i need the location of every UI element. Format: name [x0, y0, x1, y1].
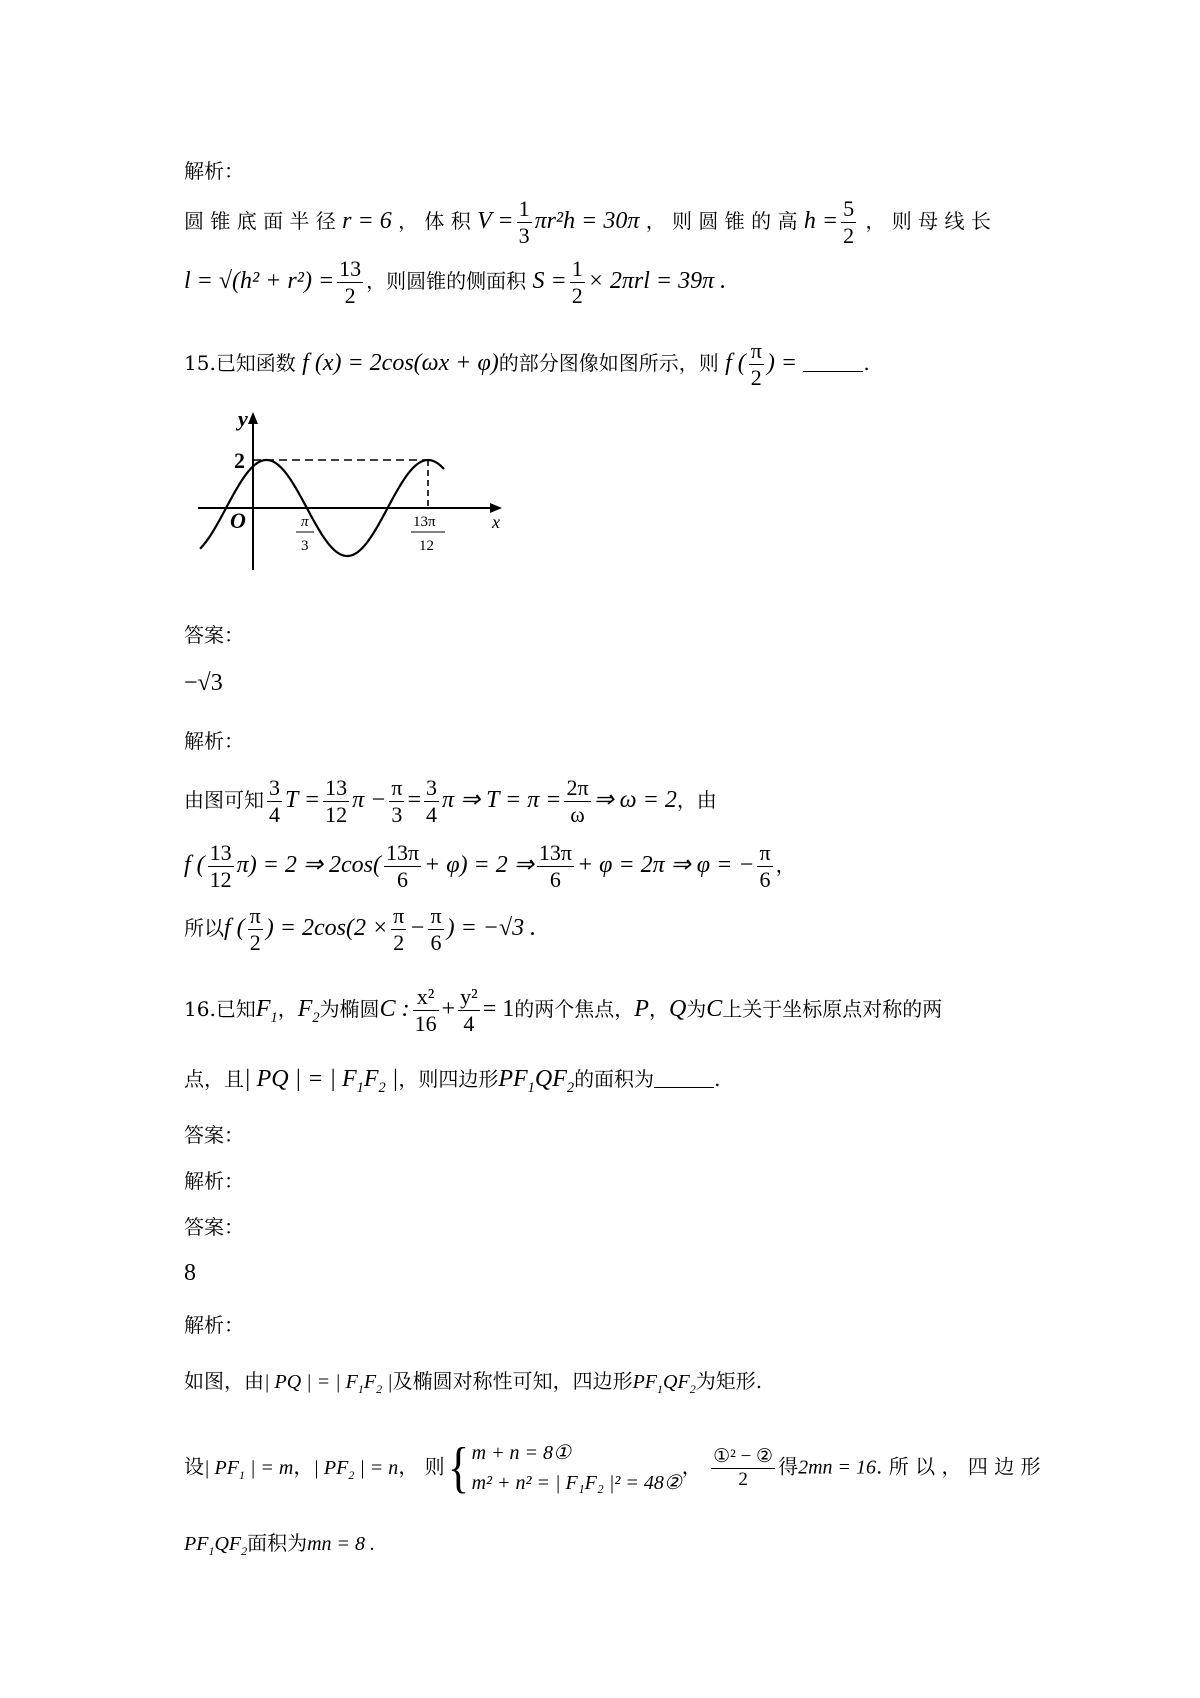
- question-15: 15.已知函数 f (x) = 2cos(ωx + φ)的部分图像如图所示，则 f ( $\frac{\pi}{2}$ ) = .: [184, 338, 870, 390]
- fraction: $\frac{1}{2}$: [571, 256, 583, 308]
- cone-line-2: l = √(h² + r²) = $\frac{13}{2}$ ，则圆锥的侧面积 S = $\frac{1}{2}$ × 2πrl = 39π .: [184, 256, 727, 308]
- answer-blank: [803, 349, 863, 372]
- fraction: $\frac{13}{12}$: [209, 840, 232, 892]
- fraction: $\frac{\pi}{6}$: [759, 840, 771, 892]
- y-axis-label: y: [238, 406, 248, 431]
- fraction: $\frac{\pi}{2}$: [750, 338, 762, 390]
- analysis-label-16a: 解析：: [184, 1169, 244, 1193]
- tick-pi3-den: 3: [301, 538, 309, 554]
- solution-16-line-1: 如图，由| PQ | = | $F_1F_2$ |及椭圆对称性可知，四边形$PF_1QF_2$为矩形.: [184, 1369, 763, 1396]
- fraction: $\frac{13\pi}{6}$: [385, 840, 420, 892]
- fraction: $\frac{3}{4}$: [425, 775, 437, 827]
- cosine-graph: [190, 400, 520, 590]
- max-label: 2: [234, 448, 245, 473]
- cone-line-1: 圆 锥 底 面 半 径 r = 6 ， 体 积 V = $\frac{1}{3}$ πr²h = 30π ， 则 圆 锥 的 高 h = $\frac{5}{2}$ ， 则 母 线 长: [184, 196, 991, 248]
- tick-13pi12-den: 12: [419, 538, 434, 554]
- fraction: $\frac{\text{①² − ②}}{2}$: [713, 1445, 774, 1490]
- system-brace: {: [447, 1437, 469, 1499]
- analysis-label-1: 解析：: [184, 159, 244, 183]
- fraction: $\frac{\pi}{2}$: [249, 903, 261, 955]
- fraction: $\frac{5}{2}$: [843, 196, 855, 248]
- fraction: $\frac{3}{4}$: [269, 775, 280, 827]
- solution-15-line-1: 由图可知 $\frac{3}{4}$ T = $\frac{13}{12}$ π − $\frac{\pi}{3}$ = $\frac{3}{4}$ π ⇒ T = π = $\frac{2\pi}{\omega}$ ⇒ ω = 2，由: [184, 775, 717, 827]
- y-axis-arrow: [248, 412, 258, 424]
- x-axis-label: x: [492, 512, 500, 532]
- tick-pi3-num: π: [301, 514, 309, 530]
- solution-15-line-2: f ( $\frac{13}{12}$ π) = 2 ⇒ 2cos( $\frac{13\pi}{6}$ + φ) = 2 ⇒ $\frac{13\pi}{6}$ + φ = 2π ⇒ φ = − $\frac{\pi}{6}$ ，: [184, 840, 796, 892]
- equation-system: m + n = 8① m² + n² = | F₁F₂ |² = 48②: [471, 1442, 682, 1494]
- fraction: $\frac{2\pi}{\omega}$: [566, 775, 589, 827]
- fraction: $\frac{13}{2}$: [339, 256, 362, 308]
- analysis-label-15: 解析：: [184, 729, 244, 753]
- solution-15-line-3: 所以f ( $\frac{\pi}{2}$ ) = 2cos(2 × $\frac{\pi}{2}$ − $\frac{\pi}{6}$ ) = −√3 .: [184, 903, 537, 955]
- answer-label-16a: 答案：: [184, 1123, 244, 1147]
- solution-16-line-2: 设| $PF_1$ | = m，| $PF_2$ | = n， 则{ m + n = 8① m² + n² = | F₁F₂ |² = 48② ， $\frac{\text{①² − ②}}{2}$ 得2mn = 16. 所 以 ， 四 边 形: [184, 1437, 1041, 1499]
- fraction: $\frac{13}{12}$: [325, 775, 348, 827]
- analysis-label-16b: 解析：: [184, 1313, 244, 1337]
- fraction: $\frac{1}{3}$: [518, 196, 530, 248]
- solution-16-line-3: $PF_1QF_2$面积为mn = 8 .: [184, 1531, 376, 1558]
- fraction: $\frac{\text{x²}}{16}$: [414, 984, 437, 1036]
- answer-label-16b: 答案：: [184, 1215, 244, 1239]
- fraction: $\frac{\pi}{6}$: [430, 903, 442, 955]
- tick-13pi12-num: 13π: [413, 514, 436, 530]
- origin-label: O: [230, 508, 246, 533]
- answer-16-value: 8: [184, 1260, 196, 1286]
- answer-blank: [654, 1065, 714, 1088]
- answer-label-15: 答案：: [184, 623, 244, 647]
- fraction: $\frac{\text{y²}}{4}$: [460, 984, 478, 1036]
- fraction: $\frac{\pi}{2}$: [393, 903, 405, 955]
- fraction: $\frac{\pi}{3}$: [391, 775, 403, 827]
- question-16-line-2: 点，且| PQ | = | $F_1F_2$ |，则四边形$PF_1QF_2$的面积为 .: [184, 1066, 721, 1096]
- fraction: $\frac{13\pi}{6}$: [538, 840, 572, 892]
- r-equation: r = 6: [342, 208, 392, 234]
- answer-15-value: −√3: [184, 670, 223, 696]
- question-number: 15.: [184, 351, 216, 375]
- question-number: 16.: [184, 997, 216, 1021]
- question-16-line-1: 16.已知$F_1$，$F_2$为椭圆C : $\frac{\text{x²}}{16}$ + $\frac{\text{y²}}{4}$ = 1的两个焦点，P，Q为C上关于坐标原点对称的两: [184, 984, 943, 1036]
